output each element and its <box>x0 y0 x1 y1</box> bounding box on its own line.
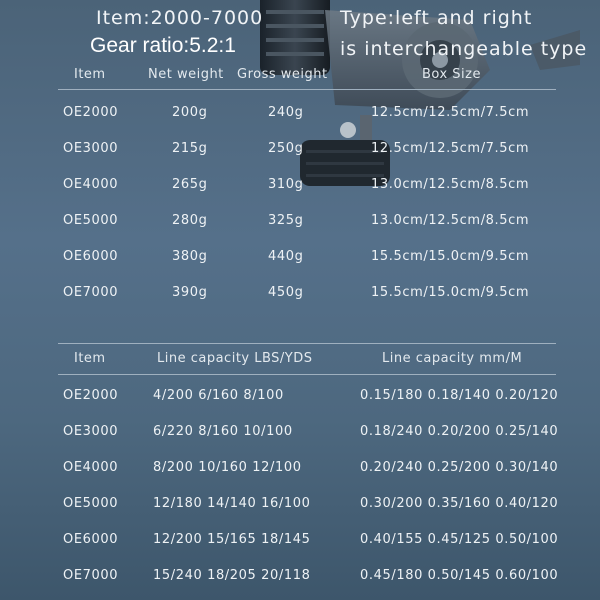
column-header-item: Item <box>74 351 106 366</box>
table-cell-net-weight: 390g <box>172 285 208 300</box>
column-header-line-capacity-mm-m: Line capacity mm/M <box>382 351 523 366</box>
table-cell-gross-weight: 310g <box>268 177 304 192</box>
table-cell-item: OE2000 <box>63 388 119 403</box>
table-cell-mm-m: 0.20/240 0.25/200 0.30/140 <box>360 460 559 475</box>
table-cell-item: OE6000 <box>63 532 119 547</box>
table-cell-net-weight: 265g <box>172 177 208 192</box>
table-cell-net-weight: 380g <box>172 249 208 264</box>
table-cell-item: OE7000 <box>63 568 119 583</box>
column-header-item: Item <box>74 67 106 82</box>
table-cell-lbs-yds: 8/200 10/160 12/100 <box>153 460 302 475</box>
column-header-gross-weight: Gross weight <box>237 67 328 82</box>
table-cell-item: OE7000 <box>63 285 119 300</box>
type-text-line1: Type:left and right <box>340 7 533 29</box>
table-cell-gross-weight: 250g <box>268 141 304 156</box>
table-divider <box>58 343 556 344</box>
table-cell-lbs-yds: 6/220 8/160 10/100 <box>153 424 293 439</box>
column-header-box-size: Box Size <box>422 67 481 82</box>
table-divider <box>58 89 556 90</box>
table-cell-item: OE3000 <box>63 424 119 439</box>
table-cell-item: OE2000 <box>63 105 119 120</box>
table-cell-item: OE3000 <box>63 141 119 156</box>
table-cell-item: OE4000 <box>63 460 119 475</box>
table-divider <box>58 374 556 375</box>
table-cell-box-size: 12.5cm/12.5cm/7.5cm <box>371 141 530 156</box>
column-header-net-weight: Net weight <box>148 67 224 82</box>
table-cell-box-size: 13.0cm/12.5cm/8.5cm <box>371 177 530 192</box>
table-cell-box-size: 13.0cm/12.5cm/8.5cm <box>371 213 530 228</box>
table-cell-gross-weight: 325g <box>268 213 304 228</box>
table-cell-item: OE5000 <box>63 496 119 511</box>
table-cell-lbs-yds: 12/200 15/165 18/145 <box>153 532 311 547</box>
gear-ratio-text: Gear ratio:5.2:1 <box>90 34 236 57</box>
table-cell-mm-m: 0.30/200 0.35/160 0.40/120 <box>360 496 559 511</box>
table-cell-gross-weight: 240g <box>268 105 304 120</box>
table-cell-mm-m: 0.45/180 0.50/145 0.60/100 <box>360 568 559 583</box>
table-cell-net-weight: 280g <box>172 213 208 228</box>
table-cell-item: OE6000 <box>63 249 119 264</box>
table-cell-item: OE4000 <box>63 177 119 192</box>
type-text-line2: is interchangeable type <box>340 38 588 60</box>
table-cell-item: OE5000 <box>63 213 119 228</box>
column-header-line-capacity-lbs-yds: Line capacity LBS/YDS <box>157 351 313 366</box>
table-cell-gross-weight: 440g <box>268 249 304 264</box>
table-cell-mm-m: 0.40/155 0.45/125 0.50/100 <box>360 532 559 547</box>
table-cell-mm-m: 0.18/240 0.20/200 0.25/140 <box>360 424 559 439</box>
table-cell-box-size: 15.5cm/15.0cm/9.5cm <box>371 249 530 264</box>
item-range-text: Item:2000-7000 <box>96 7 264 29</box>
table-cell-mm-m: 0.15/180 0.18/140 0.20/120 <box>360 388 559 403</box>
table-cell-gross-weight: 450g <box>268 285 304 300</box>
table-cell-box-size: 15.5cm/15.0cm/9.5cm <box>371 285 530 300</box>
table-cell-lbs-yds: 4/200 6/160 8/100 <box>153 388 284 403</box>
table-cell-box-size: 12.5cm/12.5cm/7.5cm <box>371 105 530 120</box>
table-cell-lbs-yds: 15/240 18/205 20/118 <box>153 568 311 583</box>
table-cell-lbs-yds: 12/180 14/140 16/100 <box>153 496 311 511</box>
table-cell-net-weight: 215g <box>172 141 208 156</box>
table-cell-net-weight: 200g <box>172 105 208 120</box>
